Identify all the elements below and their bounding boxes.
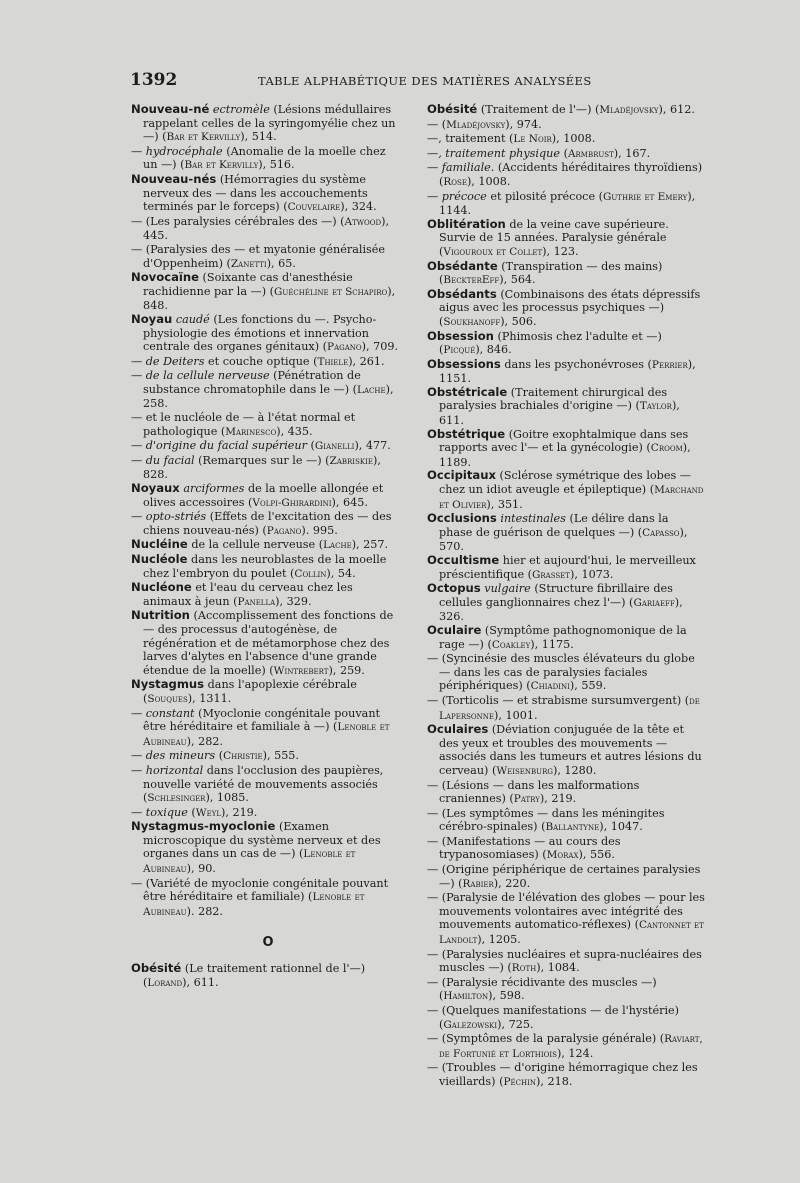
entry-author: Lenoble et Aubineau	[143, 721, 390, 748]
entry-reference: ), 725.	[497, 1017, 534, 1031]
entry-headword: Oblitération	[427, 216, 506, 231]
entry-author: Lache	[323, 539, 352, 552]
entry-author: Thiele	[317, 355, 349, 368]
entry-headword: Oculaires	[427, 722, 489, 737]
entry-author: Christie	[223, 750, 263, 763]
running-title: TABLE ALPHABÉTIQUE DES MATIÈRES ANALYSÉES	[258, 74, 592, 88]
entry-text: — (Symptômes de la paralysie générale) (	[427, 1032, 665, 1046]
entry-reference: ), 1205.	[477, 933, 521, 947]
entry-reference: ), 974.	[505, 117, 542, 131]
entry-reference: ), 555.	[262, 749, 299, 763]
index-entry	[131, 103, 399, 145]
index-entry	[427, 386, 705, 428]
entry-text: dans les psychonévroses (	[504, 357, 652, 371]
entry-text: (Traitement chirurgical des paralysies brachiales d'origine —) (	[439, 385, 668, 413]
entry-subheading: — précoce	[427, 189, 487, 203]
index-entry	[131, 609, 399, 678]
entry-text: — (Paralysie de l'élévation des globes — pour les mouvements volontaires avec intégrité des mouvements automatico-réflexes) (	[427, 891, 705, 932]
entry-author: Pagano	[327, 341, 362, 354]
index-entry	[427, 103, 705, 118]
index-entry	[131, 482, 399, 510]
entry-reference: ), 828.	[143, 453, 381, 482]
entry-reference: ), 1008.	[466, 174, 511, 188]
entry-author: Bar et Kervilly	[184, 159, 259, 172]
entry-author: Bar et Kervilly	[166, 131, 241, 144]
index-entry	[427, 190, 705, 218]
entry-author: Péchin	[503, 1075, 536, 1088]
entry-headword: Nouveau-nés	[131, 171, 217, 186]
entry-author: Coakley	[491, 638, 531, 651]
entry-reference: ), 709.	[361, 340, 399, 354]
entry-subheading: — opto-striés	[131, 510, 207, 524]
entry-reference: ), 282.	[186, 734, 223, 748]
entry-reference: ), 848.	[143, 284, 396, 313]
index-entry	[131, 820, 399, 876]
entry-author: Picqué	[443, 344, 476, 357]
entry-author: Lenoble et Aubineau	[143, 891, 365, 918]
index-entry	[427, 624, 705, 652]
entry-text: —, traitement (	[427, 132, 514, 146]
entry-author: Zanetti	[230, 257, 267, 270]
right-column	[427, 103, 705, 1090]
section-letter: O	[262, 935, 274, 951]
entry-text: (Combinaisons des états dépressifs aigus avec les processus psychiques —) (	[439, 287, 701, 328]
entry-headword: Oculaire	[427, 622, 482, 637]
left-entries	[131, 103, 399, 919]
entry-headword: Obsédants	[427, 286, 497, 301]
index-entry	[131, 707, 399, 750]
entry-reference: ), 261.	[348, 354, 385, 368]
entry-headword: Occultisme	[427, 553, 500, 567]
entry-author: Collin	[294, 567, 327, 580]
entry-reference: ), 612.	[658, 103, 695, 116]
entry-author: Patry	[513, 793, 540, 806]
entry-author: Weisenburg	[496, 764, 553, 777]
entry-reference: ), 516.	[258, 158, 295, 172]
entry-reference: ), 564.	[499, 273, 536, 287]
entry-author: Croom	[650, 442, 683, 455]
entry-text: dans l'apoplexie cérébrale (	[143, 678, 357, 705]
entry-reference: ), 259.	[328, 663, 365, 677]
entry-reference: ), 258.	[143, 382, 394, 411]
entry-reference: ), 65.	[266, 256, 296, 270]
entry-headword: Nouveau-né	[131, 102, 210, 116]
entry-author: Rose	[443, 175, 467, 188]
entry-headword: Occipitaux	[427, 468, 496, 483]
entry-headword: Obstétrique	[427, 426, 506, 441]
entry-headword: Obsession	[427, 328, 494, 343]
entry-reference: ), 570.	[439, 525, 688, 554]
entry-text: (Examen microscopique du système nerveux et des organes dans un cas de —) (	[143, 820, 381, 861]
index-entry	[131, 215, 399, 243]
entry-text: (Transpiration — des mains) (	[439, 259, 663, 287]
entry-author: Lenoble et Aubineau	[143, 848, 356, 876]
entry-reference: ), 559.	[569, 679, 607, 693]
index-entry	[427, 694, 705, 723]
entry-reference: ), 257.	[351, 538, 389, 552]
entry-reference: ). 282.	[186, 904, 223, 918]
entry-text: — (Paralysie récidivante des muscles —) (	[427, 975, 657, 1003]
entry-author: Grasset	[532, 568, 570, 581]
entry-reference: ), 90.	[186, 862, 216, 876]
entry-text: (	[218, 749, 224, 763]
page-header	[130, 70, 670, 94]
entry-text: et couche optique (	[208, 354, 318, 368]
entry-author: Lache	[357, 383, 386, 396]
index-entry	[427, 948, 705, 976]
entry-text: — (	[427, 117, 447, 131]
index-entry	[427, 147, 705, 162]
entry-reference: ), 329.	[275, 594, 312, 608]
index-entry	[427, 428, 705, 470]
index-entry	[427, 118, 705, 133]
entry-text: (Myoclonie congénitale pouvant être héréditaire et familiale à —) (	[143, 706, 381, 734]
index-entry	[427, 1061, 705, 1089]
entry-text: et pilosité précoce (	[490, 189, 603, 203]
entry-text: (Traitement de l'—) (	[480, 103, 600, 116]
index-entry	[131, 355, 399, 370]
index-entry	[427, 779, 705, 807]
entry-text: (Anomalie de la moelle chez un —) (	[143, 144, 386, 172]
entry-author: Galezowski	[443, 1018, 498, 1031]
index-entry	[427, 358, 705, 386]
entry-reference: ), 1151.	[439, 357, 696, 386]
entry-subheading: — d'origine du facial supérieur	[131, 439, 307, 453]
entry-reference: ), 54.	[326, 566, 356, 580]
entry-reference: ), 326.	[439, 595, 683, 624]
entry-reference: ), 167.	[613, 146, 651, 160]
entry-text: (Goitre exophtalmique dans ses rapports avec l'— et la gynécologie) (	[439, 427, 689, 455]
entry-text: (Lésions médullaires rappelant celles de la syringomyélie chez un —) (	[143, 103, 396, 144]
entry-headword: Nucléole	[131, 552, 188, 566]
index-entry	[131, 271, 399, 313]
entry-author: Soukhanoff	[443, 315, 501, 328]
entry-reference: ), 1144.	[439, 189, 696, 218]
entry-reference: ), 645.	[331, 495, 368, 509]
entry-headword: Nystagmus	[131, 677, 205, 692]
entry-headword: Occlusions	[427, 511, 497, 526]
entry-headword: Obsessions	[427, 356, 501, 371]
index-entry	[131, 764, 399, 806]
entry-author: de Lapersonne	[439, 694, 700, 722]
entry-subheading: vulgaire	[484, 582, 531, 596]
entry-reference: ), 1084.	[536, 961, 580, 975]
entry-author: Guthrie et Emery	[602, 190, 688, 203]
entry-reference: ), 435.	[276, 424, 313, 438]
entry-subheading: intestinales	[500, 512, 566, 526]
entry-text: — (Syncinésie des muscles élévateurs du globe — dans les cas de paralysies faciales périphériques) (	[427, 652, 695, 693]
index-entry	[131, 749, 399, 764]
entry-reference: ), 1073.	[569, 567, 614, 581]
entry-reference: ), 1311.	[187, 691, 232, 705]
left-column	[131, 103, 399, 991]
entry-text: (Déviation conjuguée de la tête et des yeux et troubles des mouvements — associés dans les tumeurs et autres lésions du cerveau) (	[439, 723, 702, 777]
entry-text: (Hémorragies du système nerveux des — dans les accouchements terminés par le forceps) (	[143, 172, 368, 214]
entry-reference: ), 445.	[143, 214, 389, 243]
index-entry	[427, 652, 705, 694]
index-entry	[427, 260, 705, 288]
index-entry	[427, 1032, 705, 1061]
entry-author: Panella	[237, 595, 276, 608]
index-entry	[131, 877, 399, 920]
entry-reference: ). 995.	[301, 523, 338, 537]
index-entry	[427, 554, 705, 582]
entry-author: Pagano	[266, 524, 302, 537]
entry-reference: ), 218.	[536, 1074, 573, 1088]
index-entry	[427, 863, 705, 891]
left-after-entries	[131, 962, 399, 990]
entry-subheading: — familiale.	[427, 161, 495, 175]
entry-text: (Accidents héréditaires thyroïdiens) (	[439, 161, 703, 188]
entry-reference: ), 506.	[500, 314, 537, 328]
index-entry	[427, 976, 705, 1004]
entry-reference: ), 1085.	[205, 791, 249, 805]
index-entry	[427, 1004, 705, 1032]
entry-text: — (Manifestations — au cours des trypanosomiases) (	[427, 834, 621, 862]
index-entry	[131, 538, 399, 553]
entry-author: Lorand	[147, 977, 183, 990]
entry-reference: ), 124.	[556, 1046, 594, 1060]
index-entry	[131, 962, 399, 990]
entry-subheading: — du facial	[131, 453, 195, 467]
entry-author: Vigouroux et Collet	[443, 245, 543, 258]
entry-text: — (Quelques manifestations — de l'hystérie) (	[427, 1004, 680, 1031]
entry-text: (Symptôme pathognomonique de la rage —) (	[439, 623, 687, 651]
entry-author: Mladéjovsky	[446, 118, 506, 131]
entry-text: et l'eau du cerveau chez les animaux à jeun (	[143, 581, 353, 608]
entry-text: — (Lésions — dans les malformations craniennes) (	[427, 778, 640, 806]
right-entries	[427, 103, 705, 1090]
entry-author: Wintrebert	[273, 664, 329, 677]
page-number: 1392	[130, 70, 178, 90]
entry-text: — (Paralysies nucléaires et supra-nucléaires des muscles —) (	[427, 947, 702, 975]
entry-headword: Obstétricale	[427, 384, 508, 399]
entry-author: Perrier	[651, 358, 688, 371]
index-entry	[427, 288, 705, 330]
entry-text: (Le délire dans la phase de guérison de quelques —) (	[439, 512, 669, 539]
index-entry	[131, 411, 399, 439]
entry-text: — (Les symptômes — dans les méningites cérébro-spinales) (	[427, 806, 665, 834]
entry-text: — (Les paralysies cérébrales des —) (	[131, 214, 345, 228]
entry-reference: ), 1280.	[552, 763, 597, 777]
index-entry	[427, 161, 705, 189]
entry-subheading: — des mineurs	[131, 749, 216, 763]
entry-text: (	[191, 805, 196, 819]
entry-author: Morax	[546, 849, 579, 862]
entry-subheading: — hydrocéphale	[131, 144, 223, 158]
index-entry	[427, 218, 705, 260]
entry-author: Volpi-Ghirardini	[252, 496, 332, 509]
index-entry	[131, 243, 399, 271]
entry-author: Raviart, de Fortunié et Lorthiois	[439, 1033, 703, 1060]
index-entry	[427, 330, 705, 358]
index-entry	[131, 145, 399, 173]
entry-text: (Accomplissement des fonctions de — des processus d'autogénèse, de régénération et de métamorphose chez des larves d'alytes en l'absence d'une grande étendue de la moelle) (	[143, 609, 394, 677]
entry-text: de la cellule nerveuse (	[191, 538, 324, 552]
index-entry	[131, 581, 399, 609]
entry-author: Hamilton	[443, 990, 489, 1003]
index-entry	[131, 678, 399, 706]
entry-author: Zabriskie	[329, 454, 373, 467]
entry-headword: Novocaïne	[131, 270, 199, 285]
entry-text: (Structure fibrillaire des cellules ganglionnaires chez l'—) (	[439, 582, 673, 609]
entry-reference: ), 1008.	[551, 132, 596, 146]
entry-reference: ), 220.	[493, 876, 531, 890]
entry-text: hier et aujourd'hui, le merveilleux préscientifique (	[439, 554, 696, 581]
entry-subheading: — constant	[131, 706, 195, 720]
entry-author: Marinesco	[225, 425, 277, 438]
entry-reference: ), 324.	[340, 200, 377, 214]
entry-author: Cantonnet et Landolt	[439, 919, 704, 947]
entry-reference: ), 1189.	[439, 441, 691, 469]
index-entry	[131, 369, 399, 411]
entry-subheading: arciformes	[183, 482, 245, 496]
entry-reference: ), 514.	[240, 130, 277, 144]
entry-author: Armbrust	[567, 147, 614, 160]
index-entry	[427, 469, 705, 512]
entry-reference: ), 1001.	[494, 708, 538, 722]
entry-text: (Soixante cas d'anesthésie rachidienne par la —) (	[143, 271, 353, 298]
entry-reference: ), 598.	[488, 989, 525, 1003]
entry-author: Capasso	[642, 526, 680, 539]
entry-author: Gianelli	[314, 440, 355, 453]
entry-text: de la moelle allongée et olives accessoires (	[143, 482, 384, 509]
entry-headword: Nutrition	[131, 608, 190, 623]
entry-text: (Phimosis chez l'adulte et —) (	[439, 329, 662, 357]
entry-reference: ), 611.	[182, 976, 219, 990]
entry-author: Rabier	[462, 877, 494, 890]
entry-reference: ), 556.	[578, 848, 615, 862]
entry-text: dans l'occlusion des paupières, nouvelle variété de mouvements associés (	[143, 763, 384, 805]
entry-text: — (Paralysies des — et myatonie généralisée d'Oppenheim) (	[131, 242, 386, 270]
entry-reference: ), 1047.	[599, 820, 643, 834]
entry-reference: ), 611.	[439, 399, 680, 428]
index-entry	[131, 553, 399, 581]
entry-headword: Obésité	[427, 102, 478, 116]
entry-text: dans les neuroblastes de la moelle chez l'embryon du poulet (	[143, 553, 387, 580]
index-entry	[427, 835, 705, 863]
entry-subheading: — toxique	[131, 805, 188, 819]
entry-headword: Obsédante	[427, 258, 498, 273]
entry-author: Atwood	[344, 215, 382, 228]
index-entry	[131, 454, 399, 482]
entry-text: — (Variété de myoclonie congénitale pouvant être héréditaire et familiale) (	[131, 876, 389, 904]
entry-text: (Remarques sur le —) (	[198, 453, 330, 467]
entry-reference: ), 1175.	[530, 637, 574, 651]
entry-author: Guéchéline et Schapiro	[274, 285, 388, 298]
entry-text: — (Origine périphérique de certaines paralysies —) (	[427, 863, 701, 890]
index-entry	[131, 806, 399, 821]
entry-headword: Nucléine	[131, 537, 188, 552]
entry-subheading: ectromèle	[212, 103, 270, 116]
index-entry	[131, 173, 399, 215]
entry-text: — et le nucléole de — à l'état normal et pathologique (	[131, 411, 356, 438]
entry-author: Taylor	[639, 400, 672, 413]
entry-author: Marchand et Olivier	[439, 484, 704, 511]
entry-subheading: caudé	[175, 312, 210, 326]
entry-text: — (Troubles — d'origine hémorragique chez les vieillards) (	[427, 1061, 698, 1088]
entry-text: (Sclérose symétrique des lobes — chez un idiot aveugle et épileptique) (	[439, 469, 691, 497]
entry-subheading: — de la cellule nerveuse	[131, 369, 270, 383]
entry-author: Ballantyne	[545, 821, 600, 834]
entry-reference: ), 477.	[354, 439, 391, 453]
entry-subheading: — de Deiters	[131, 354, 205, 368]
entry-author: Mladéjovsky	[599, 104, 659, 116]
entry-headword: Noyaux	[131, 481, 180, 496]
index-entry	[427, 723, 705, 778]
entry-reference: ), 219.	[220, 805, 258, 819]
index-entry	[131, 313, 399, 355]
index-entry	[427, 891, 705, 947]
entry-text: (Le traitement rationnel de l'—) (	[143, 962, 366, 990]
entry-author: Couvelaire	[287, 201, 341, 214]
entry-author: Chiadini	[530, 680, 570, 693]
index-entry	[427, 582, 705, 624]
entry-text: — (Torticolis — et strabisme sursumvergent) (	[427, 693, 690, 707]
entry-author: Roth	[511, 962, 537, 975]
entry-headword: Obésité	[131, 961, 182, 976]
entry-author: Gariaeff	[633, 596, 675, 609]
index-entry	[131, 510, 399, 538]
entry-subheading: — horizontal	[131, 763, 204, 777]
index-entry	[427, 132, 705, 147]
entry-text: de la veine cave supérieure. Survie de 15 années. Paralysie générale (	[439, 217, 669, 258]
entry-headword: Noyau	[131, 311, 173, 326]
entry-author: Weyl	[195, 806, 221, 819]
entry-reference: ), 846.	[475, 343, 512, 357]
entry-headword: Nucléone	[131, 580, 192, 595]
entry-headword: Octopus	[427, 581, 481, 596]
entry-reference: ), 351.	[486, 497, 523, 511]
entry-text: (	[563, 146, 568, 160]
entry-reference: ), 123.	[542, 244, 579, 258]
entry-author: Le Noir	[513, 133, 552, 146]
entry-author: Schlesinger	[147, 792, 206, 805]
entry-text: (	[310, 439, 315, 453]
entry-subheading: —, traitement physique	[427, 146, 560, 160]
entry-text: (Pénétration de substance chromatophile dans le —) (	[143, 369, 361, 396]
entry-author: Souques	[147, 692, 188, 705]
index-entry	[427, 807, 705, 835]
entry-reference: ), 219.	[539, 792, 577, 806]
entry-text: (Effets de l'excitation des — des chiens nouveau-nés) (	[143, 510, 392, 537]
index-entry	[427, 512, 705, 554]
entry-headword: Nystagmus-myoclonie	[131, 819, 276, 834]
entry-author: BeckterEff	[443, 274, 500, 287]
entry-text: (Les fonctions du —. Psycho-physiologie des émotions et innervation centrale des organes génitaux) (	[143, 312, 377, 354]
index-entry	[131, 439, 399, 454]
